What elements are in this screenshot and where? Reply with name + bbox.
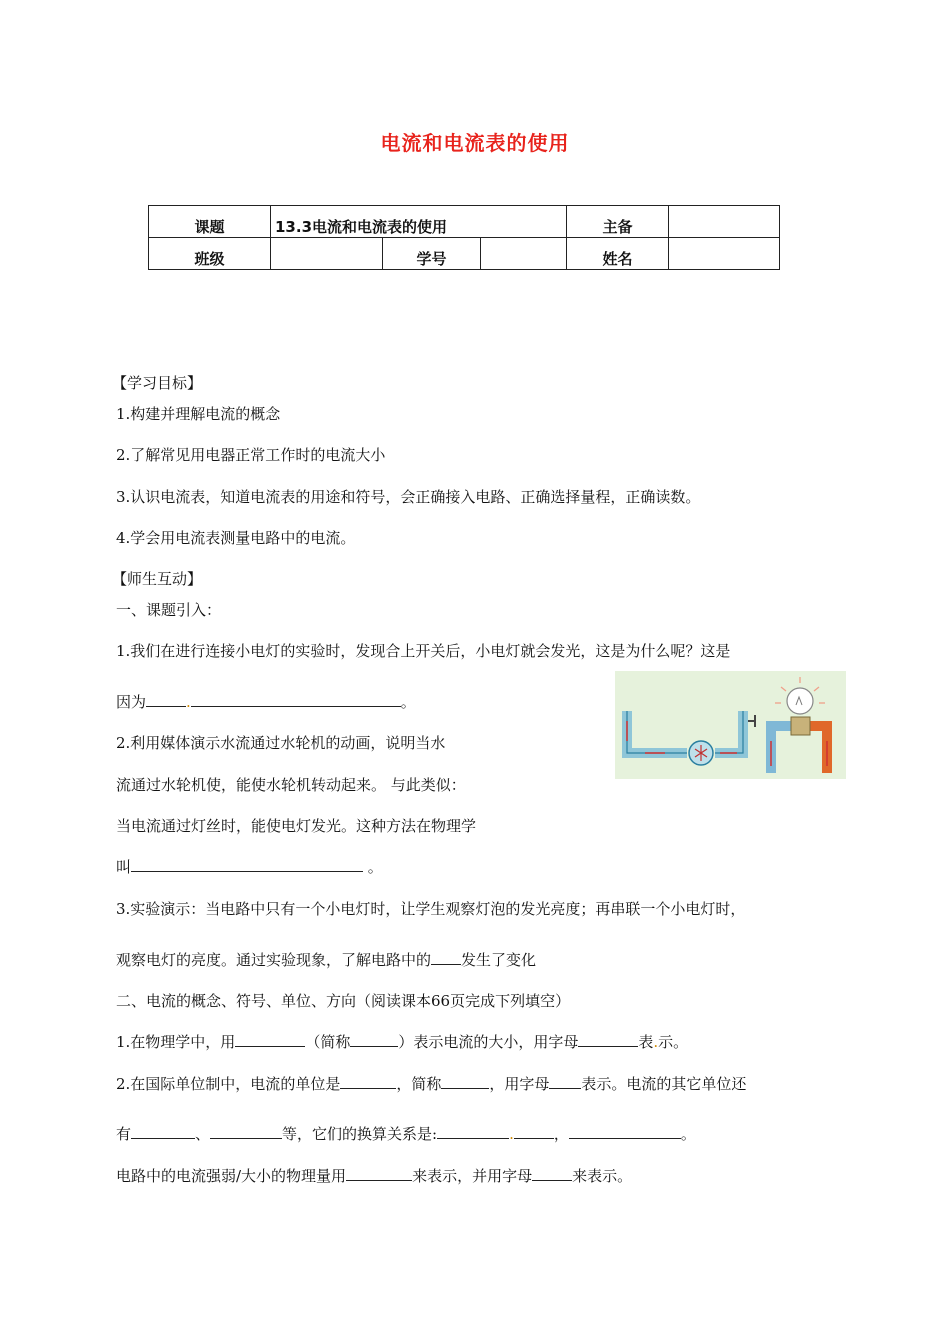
- fill-blank[interactable]: [350, 1032, 398, 1047]
- fill-blank[interactable]: [437, 1124, 509, 1139]
- text: 。: [680, 1125, 696, 1143]
- fill-blank[interactable]: [431, 950, 461, 965]
- mark: .: [509, 1125, 514, 1143]
- concept-line-2: [116, 1074, 746, 1094]
- question-2-line-b: 流通过水轮机使，能使水轮机转动起来。 与此类似：: [116, 776, 466, 794]
- fill-blank[interactable]: [210, 1124, 282, 1139]
- info-table: [148, 205, 780, 270]
- section-interaction-heading: 【师生互动】: [112, 570, 203, 588]
- section-intro-heading: 一、课题引入：: [116, 601, 222, 619]
- question-2-line-d: [116, 857, 383, 877]
- water-flow-analogy-figure: [615, 671, 846, 779]
- question-3-line-b: [116, 950, 536, 970]
- value-topic: 13.3电流和电流表的使用: [271, 206, 567, 238]
- text: 表示。电流的其它单位还: [581, 1075, 747, 1093]
- document-title: 电流和电流表的使用: [380, 131, 570, 155]
- table-row: [149, 206, 780, 238]
- text: 等，它们的换算关系是:: [282, 1125, 438, 1143]
- section-goals-heading: 【学习目标】: [112, 374, 203, 392]
- goal-4: 4.学会用电流表测量电路中的电流。: [116, 529, 356, 547]
- fill-blank[interactable]: [191, 692, 401, 707]
- text: 示。: [658, 1033, 689, 1051]
- concept-line-3: [116, 1124, 696, 1144]
- fill-blank[interactable]: [340, 1074, 396, 1089]
- fill-blank[interactable]: [549, 1074, 581, 1089]
- concept-line-1: [116, 1032, 688, 1052]
- text: 发生了变化: [461, 951, 537, 969]
- text: 。: [400, 693, 416, 711]
- text: 来表示，并用字母: [412, 1167, 533, 1185]
- text: 表: [638, 1033, 654, 1051]
- text: ，简称: [396, 1075, 442, 1093]
- section-concept-heading: 二、电流的概念、符号、单位、方向（阅读课本66页完成下列填空）: [116, 992, 571, 1010]
- question-1-line-a: 1.我们在进行连接小电灯的实验时，发现合上开关后，小电灯就会发光，这是为什么呢？这是: [116, 642, 731, 660]
- text: 电路中的电流强弱/大小的物理量用: [116, 1167, 347, 1185]
- label-class: 班级: [149, 238, 271, 270]
- text: 。: [363, 858, 383, 876]
- fill-blank[interactable]: [146, 692, 186, 707]
- text: ，: [553, 1125, 569, 1143]
- question-3-line-a: 3.实验演示：当电路中只有一个小电灯时，让学生观察灯泡的发光亮度；再串联一个小电灯时，: [116, 900, 746, 918]
- water-pipe-illustration: [615, 671, 846, 779]
- question-1-line-b: [116, 692, 416, 712]
- text: 来表示。: [572, 1167, 633, 1185]
- fill-blank[interactable]: [532, 1166, 572, 1181]
- fill-blank[interactable]: [131, 857, 363, 872]
- value-preparer[interactable]: [669, 206, 780, 238]
- text: 有: [116, 1125, 132, 1143]
- text: ，用字母: [489, 1075, 550, 1093]
- text: 、: [195, 1125, 211, 1143]
- concept-line-4: [116, 1166, 632, 1186]
- fill-blank[interactable]: [235, 1032, 305, 1047]
- value-class[interactable]: [271, 238, 383, 270]
- text: 观察电灯的亮度。通过实验现象，了解电路中的: [116, 951, 432, 969]
- text: 2.在国际单位制中，电流的单位是: [116, 1075, 341, 1093]
- fill-blank[interactable]: [578, 1032, 638, 1047]
- label-preparer: 主备: [567, 206, 669, 238]
- goal-1: 1.构建并理解电流的概念: [116, 405, 281, 423]
- fill-blank[interactable]: [131, 1124, 195, 1139]
- label-name: 姓名: [567, 238, 669, 270]
- label-student-id: 学号: [383, 238, 481, 270]
- value-student-id[interactable]: [481, 238, 567, 270]
- fill-blank[interactable]: [441, 1074, 489, 1089]
- mark: .: [186, 693, 191, 711]
- value-name[interactable]: [669, 238, 780, 270]
- text: 因为: [116, 693, 147, 711]
- fill-blank[interactable]: [346, 1166, 412, 1181]
- text: ）表示电流的大小，用字母: [398, 1033, 579, 1051]
- text: （简称: [305, 1033, 351, 1051]
- mark: .: [653, 1033, 659, 1051]
- goal-3: 3.认识电流表，知道电流表的用途和符号，会正确接入电路、正确选择量程，正确读数。: [116, 488, 701, 506]
- text: 1.在物理学中，用: [116, 1033, 236, 1051]
- fill-blank[interactable]: [569, 1124, 681, 1139]
- fill-blank[interactable]: [514, 1124, 554, 1139]
- goal-2: 2.了解常见用电器正常工作时的电流大小: [116, 446, 386, 464]
- label-topic: 课题: [149, 206, 271, 238]
- question-2-line-c: 当电流通过灯丝时，能使电灯发光。这种方法在物理学: [116, 817, 477, 835]
- table-row: [149, 238, 780, 270]
- question-2-line-a: 2.利用媒体演示水流通过水轮机的动画，说明当水: [116, 734, 446, 752]
- text: 叫: [116, 858, 132, 876]
